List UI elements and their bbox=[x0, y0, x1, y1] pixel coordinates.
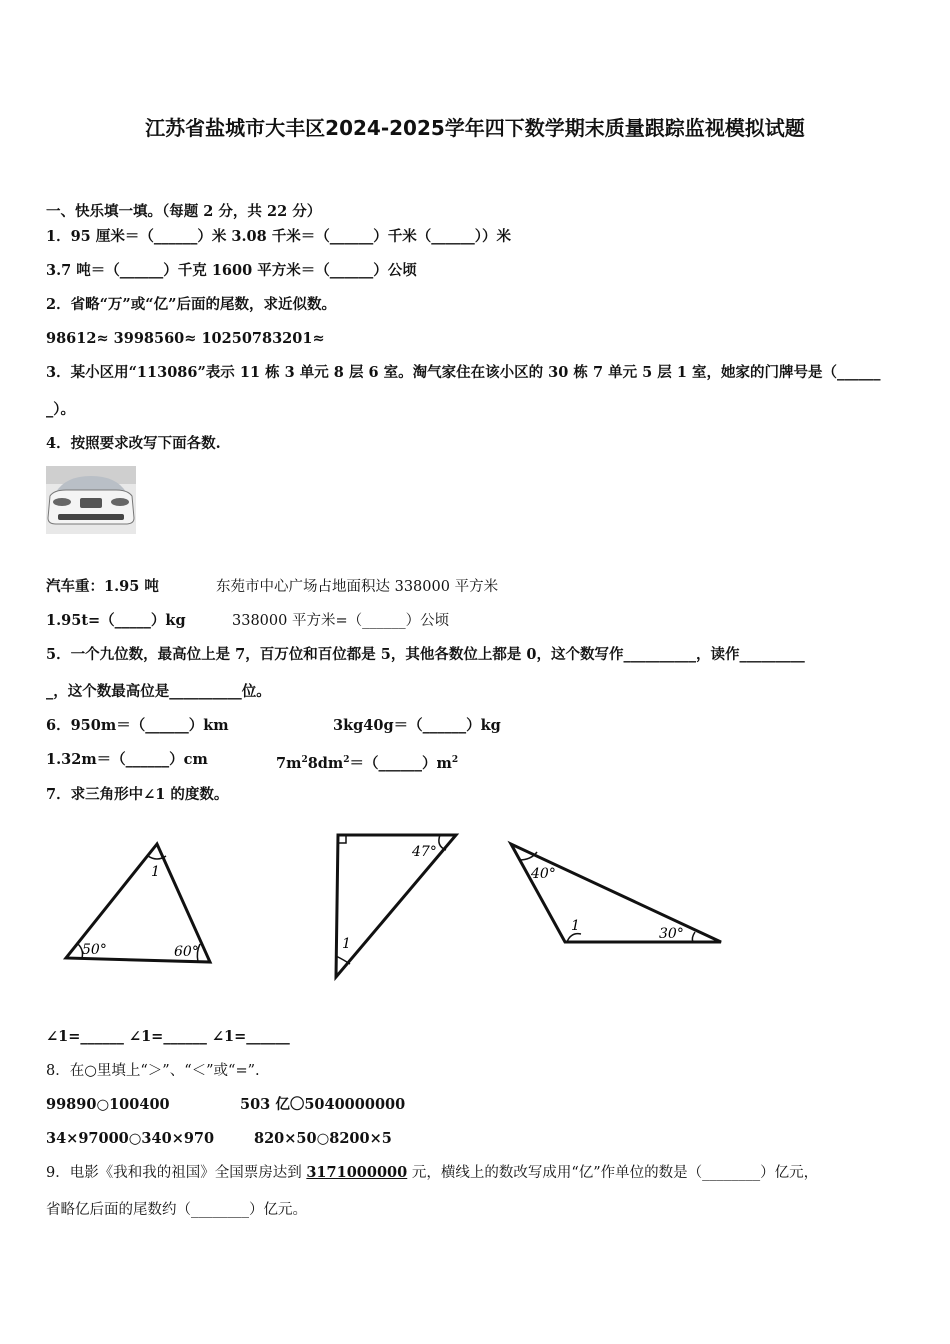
question-4-car-weight: 汽车重：1.95 吨 bbox=[46, 578, 159, 595]
question-5-line-1: 5．一个九位数，最高位上是 7，百万位和百位都是 5，其他各数位上都是 0，这个数写作__________，读作_________ bbox=[46, 646, 805, 663]
triangle-1-angle-right: 60° bbox=[174, 944, 199, 960]
question-2-items: 98612≈ 3998560≈ 10250783201≈ bbox=[46, 330, 325, 347]
triangle-3-angle-bottom: 1 bbox=[571, 918, 580, 934]
car-photo bbox=[46, 466, 136, 534]
triangle-2-angle-bottom: 1 bbox=[342, 936, 351, 952]
page-title: 江苏省盐城市大丰区2024-2025学年四下数学期末质量跟踪监视模拟试题 bbox=[145, 116, 805, 140]
question-4-convert-1: 1.95t=（_____）kg bbox=[46, 612, 186, 629]
box-office-number: 3171000000 bbox=[306, 1164, 408, 1181]
triangle-3-angle-left: 40° bbox=[531, 866, 556, 882]
triangle-2-angle-top: 47° bbox=[412, 844, 437, 860]
triangle-1-angle-left: 50° bbox=[82, 942, 107, 958]
question-8-a: 99890○100400 bbox=[46, 1096, 170, 1113]
question-3-line-1: 3．某小区用“113086”表示 11 栋 3 单元 8 层 6 室。淘气家住在该小区的 30 栋 7 单元 5 层 1 室，她家的门牌号是（______ bbox=[46, 364, 881, 381]
question-7-answers: ∠1=______ ∠1=______ ∠1=______ bbox=[46, 1028, 290, 1045]
question-5-line-2: _，这个数最高位是__________位。 bbox=[46, 683, 271, 700]
question-8-c: 34×97000○340×970 bbox=[46, 1130, 215, 1147]
question-6-a: 6．950m＝（______）km bbox=[46, 717, 229, 734]
question-6-c: 1.32m＝（______）cm bbox=[46, 751, 208, 768]
question-4: 4．按照要求改写下面各数. bbox=[46, 435, 221, 452]
triangle-3 bbox=[505, 838, 727, 950]
triangle-1-angle-top: 1 bbox=[151, 864, 160, 880]
question-3-line-2: _）。 bbox=[46, 401, 75, 418]
question-9-line-1: 9．电影《我和我的祖国》全国票房达到 3171000000 元，横线上的数改写成用“亿”作单位的数是（________）亿元， bbox=[46, 1164, 819, 1181]
triangle-3-angle-right: 30° bbox=[659, 926, 684, 942]
question-4-convert-2: 338000 平方米=（______）公顷 bbox=[232, 613, 450, 629]
question-1-line-1: 1．95 厘米＝（______）米 3.08 千米＝（______）千米（______））米 bbox=[46, 228, 511, 245]
car-grille bbox=[80, 498, 102, 508]
question-8: 8．在○里填上“＞”、“＜”或“=”. bbox=[46, 1063, 260, 1079]
triangle-1 bbox=[60, 838, 220, 968]
question-1-line-2: 3.7 吨＝（______）千克 1600 平方米＝（______）公顷 bbox=[46, 262, 417, 279]
question-7: 7．求三角形中∠1 的度数。 bbox=[46, 786, 229, 803]
question-6-d: $7m^28dm^2=(\_\_\_\_\_\_)m^2$ bbox=[276, 754, 459, 772]
triangle-2 bbox=[330, 830, 465, 982]
question-6-b: 3kg40g＝（______）kg bbox=[333, 717, 501, 734]
question-8-b: 503 亿〇5040000000 bbox=[240, 1096, 406, 1113]
section-heading: 一、快乐填一填。（每题 2 分，共 22 分） bbox=[46, 203, 322, 220]
question-9-line-2: 省略亿后面的尾数约（________）亿元。 bbox=[46, 1202, 307, 1218]
question-2: 2．省略“万”或“亿”后面的尾数，求近似数。 bbox=[46, 296, 336, 313]
question-4-area: 东苑市中心广场占地面积达 338000 平方米 bbox=[216, 579, 499, 595]
question-8-d: 820×50○8200×5 bbox=[254, 1130, 392, 1147]
